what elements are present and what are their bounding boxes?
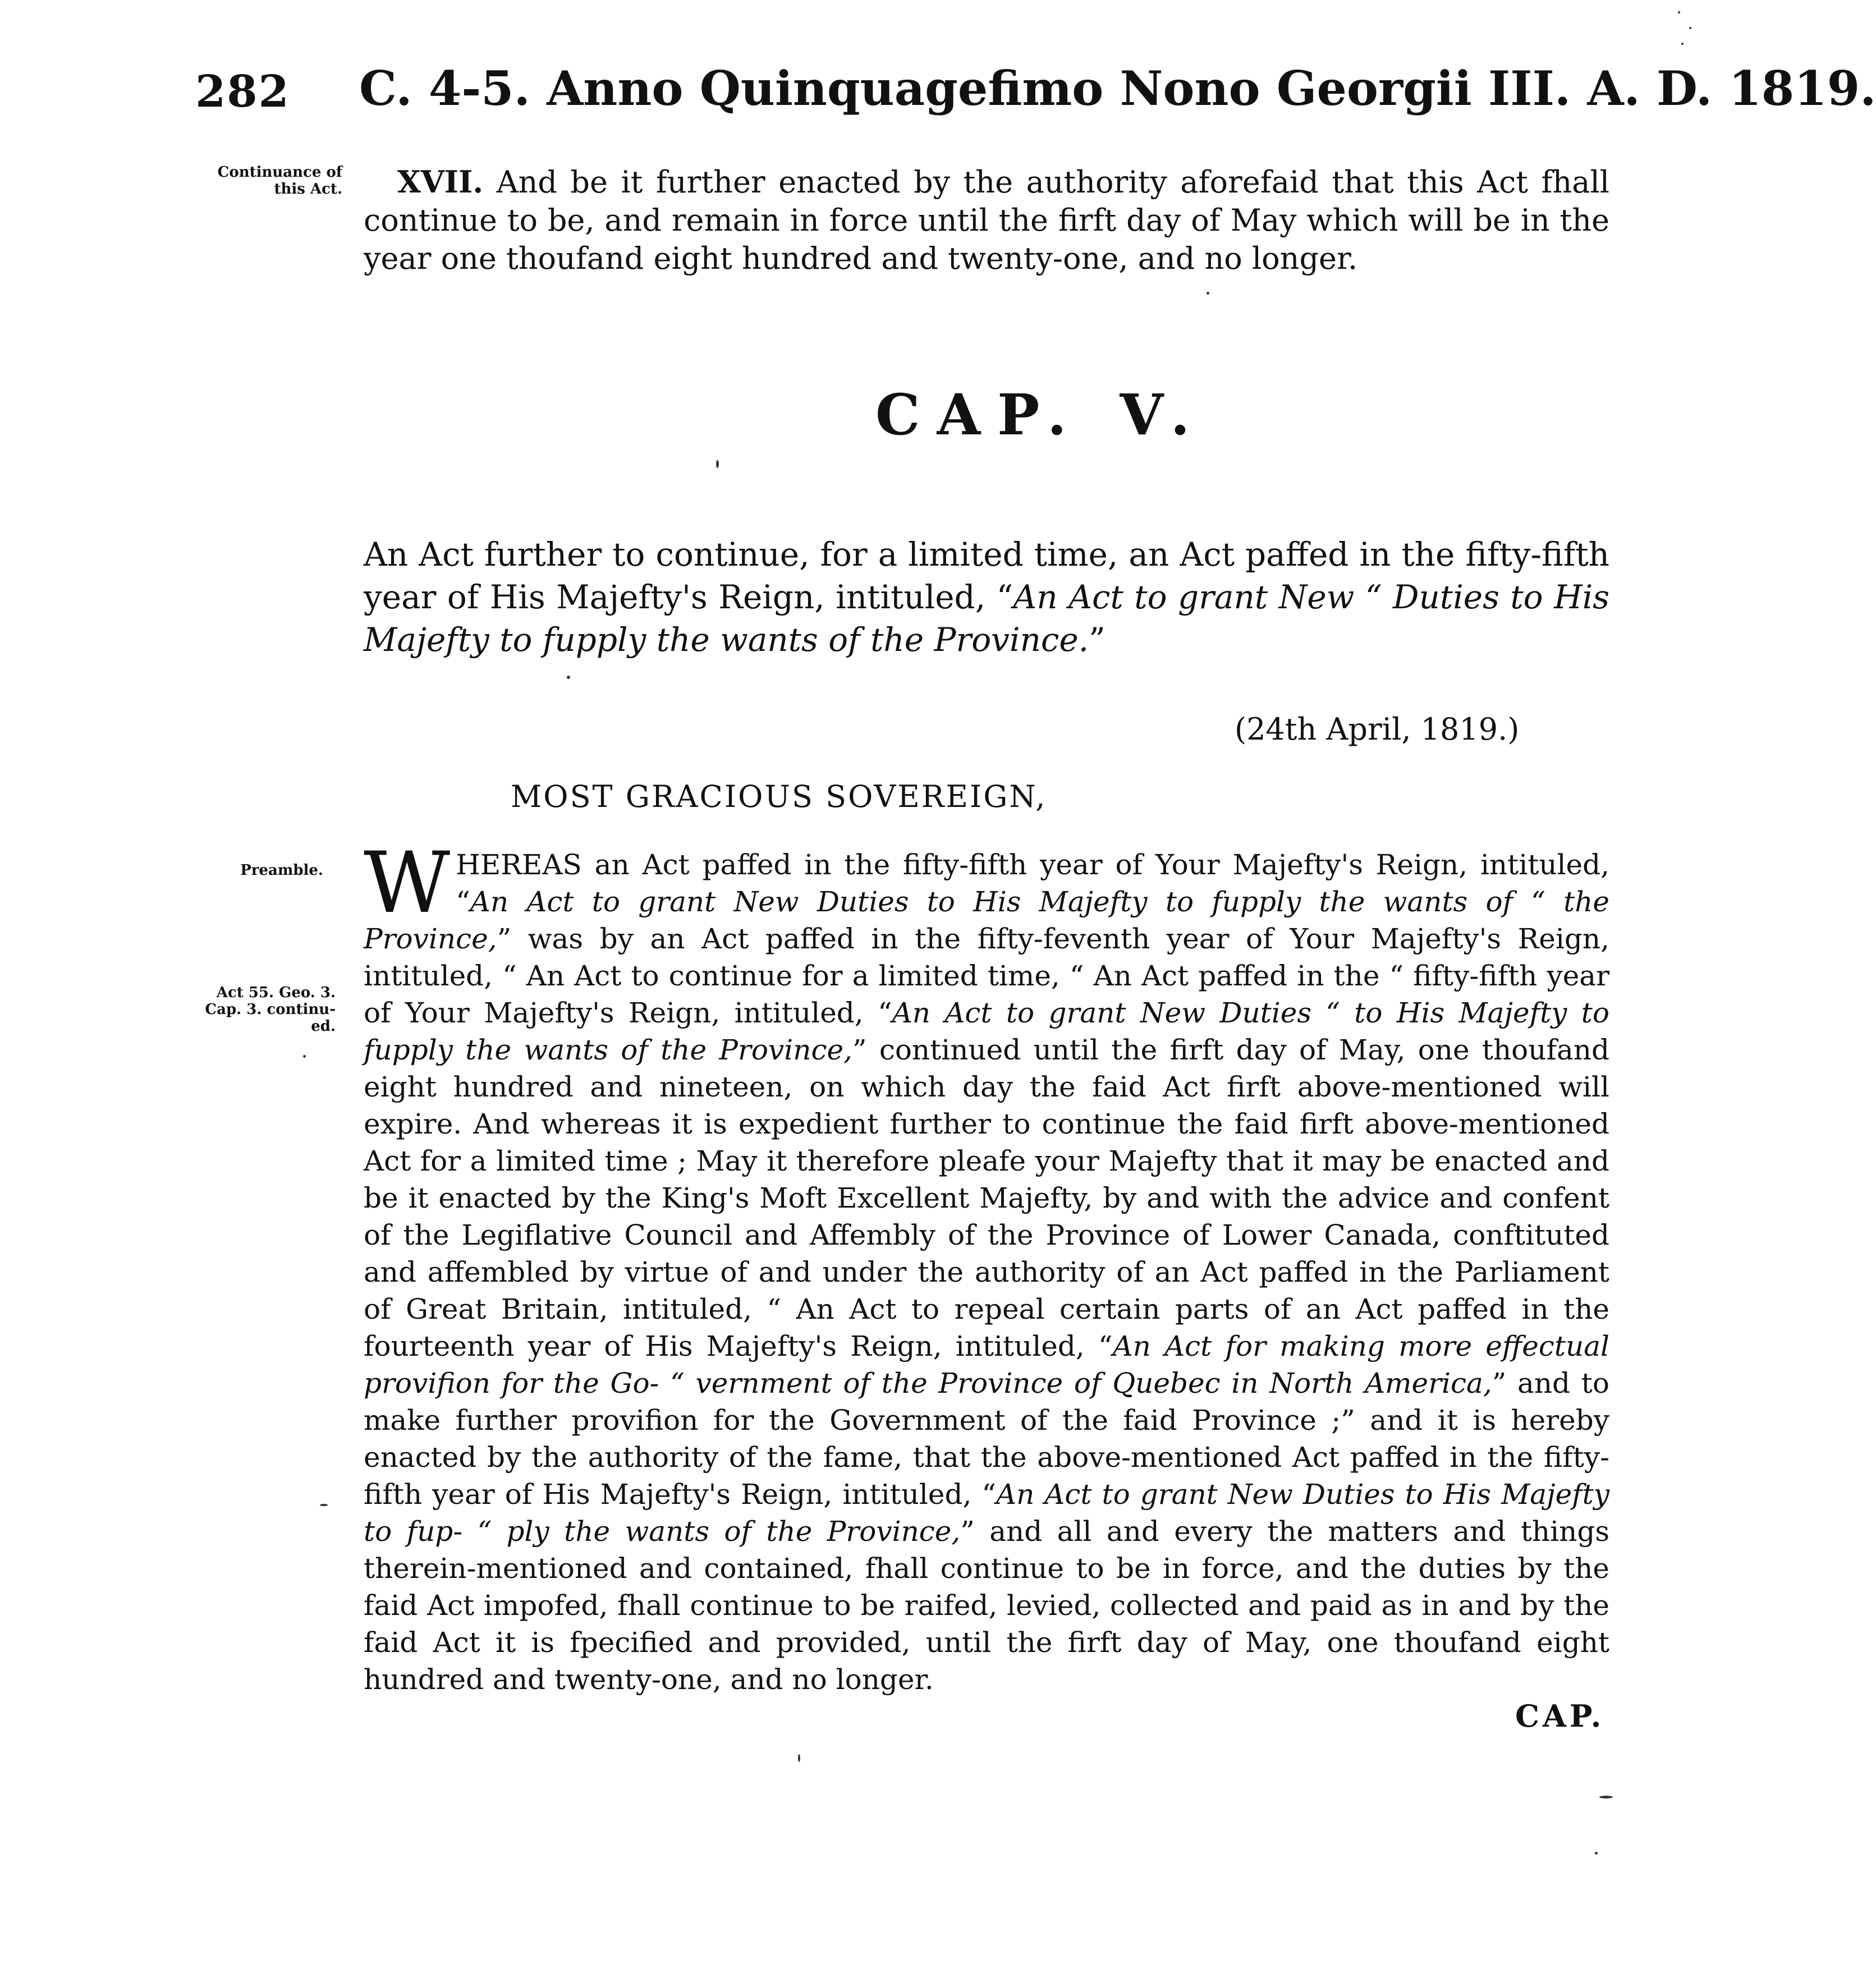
scan-speck xyxy=(1595,1852,1598,1855)
body-italic-1: An Act to grant New Duties to His Majefty to fupply the wants of “ the Province, xyxy=(364,885,1609,955)
running-head: C. 4-5. Anno Quinquagefimo Nono Georgii III. A. D. 1819. xyxy=(359,61,1876,116)
drop-cap: W xyxy=(364,834,451,932)
scan-speck xyxy=(567,676,570,679)
scan-speck xyxy=(798,1754,800,1762)
body-text-3: ” continued until the firft day of May, one thoufand eight hundred and nineteen, on which day the faid Act firft above-mentioned will expire. And whereas it is expedient further to continue the faid firft above-mentioned Act for a limited time ; May it therefore pleafe your Majefty that it may be enacted and be it enacted by the King's Moft Excellent Majefty, by and with the advice and confent of the Legiflative Council and Affembly of the Province of Lower Canada, conftituted and affembled by virtue of and under the authority of an Act paffed in the Parliament of Great Britain, intituled, “ An Act to repeal certain parts of an Act paffed in the fourteenth year of His Majefty's Reign, intituled, “ xyxy=(364,1034,1610,1362)
body-text-2: ” was by an Act paffed in the fifty-feventh year of Your Majefty's Reign, intituled, “ An Act to continue for a limited time, “ An Act paffed in the “ fifty-fifth year of Your Majefty's Reign, intituled, “ xyxy=(364,923,1609,1029)
scan-speck xyxy=(1689,27,1691,29)
page-number: 282 xyxy=(195,66,290,117)
body-text-1: HEREAS an Act paffed in the fifty-fifth year of Your Majefty's Reign, intituled, “ xyxy=(456,848,1609,918)
body-italic-3: An Act for making more effectual provifion for the Go- “ vernment of the Province of Quebec in North America, xyxy=(364,1330,1609,1400)
preamble-body xyxy=(364,834,1610,1698)
body-italic-2: An Act to grant New Duties “ to His Majefty to fupply the wants of the Province, xyxy=(364,997,1609,1066)
scan-speck xyxy=(1599,1796,1613,1798)
scan-speck xyxy=(303,1055,306,1058)
margin-note-act-continued: Act 55. Geo. 3. Cap. 3. continu- ed. xyxy=(205,984,336,1035)
body-text-4: ” and to make further provifion for the Government of the faid Province ;” and it is hereby enacted by the authority of the fame, that the above-mentioned Act paffed in the fifty-fifth year of His Majefty's Reign, intituled, “ xyxy=(364,1367,1609,1511)
act-title xyxy=(364,533,1609,661)
scan-speck xyxy=(1207,292,1209,295)
body-italic-4: An Act to grant New Duties to His Majefty to fup- “ ply the wants of the Province, xyxy=(364,1478,1610,1548)
scan-speck xyxy=(320,1504,328,1506)
section-xvii xyxy=(364,163,1609,278)
address-salutation: MOST GRACIOUS SOVEREIGN, xyxy=(511,779,1047,814)
act-title-text: An Act further to continue, for a limited time, an Act paffed in the fifty-fifth year of His Majefty's Reign, intituled, “ xyxy=(364,535,1609,616)
scan-speck xyxy=(1678,11,1680,13)
section-text: And be it further enacted by the authority aforefaid that this Act fhall continue to be, and remain in force until the firft day of May which will be in the year one thoufand eight hundred and twenty-one, and no longer. xyxy=(364,164,1609,276)
margin-note-preamble: Preamble. xyxy=(240,862,323,879)
scan-speck xyxy=(716,460,719,468)
catchword: CAP. xyxy=(1515,1698,1605,1734)
act-title-close: ” xyxy=(1089,621,1106,659)
margin-note-continuance: Continuance of this Act. xyxy=(217,164,342,198)
scan-speck xyxy=(1681,43,1684,45)
act-title-italic: An Act to grant New “ Duties to His Majefty to fupply the wants of the Province. xyxy=(364,578,1610,659)
act-date: (24th April, 1819.) xyxy=(1235,712,1520,747)
body-text-5: ” and all and every the matters and things therein-mentioned and contained, fhall continue to be in force, and the duties by the faid Act impofed, fhall continue to be raifed, levied, collected and paid as in and by the faid Act it is fpecified and provided, until the firft day of May, one thoufand eight hundred and twenty-one, and no longer. xyxy=(364,1515,1609,1696)
section-number: XVII. xyxy=(397,164,484,200)
chapter-heading: CAP. V. xyxy=(875,382,1207,448)
